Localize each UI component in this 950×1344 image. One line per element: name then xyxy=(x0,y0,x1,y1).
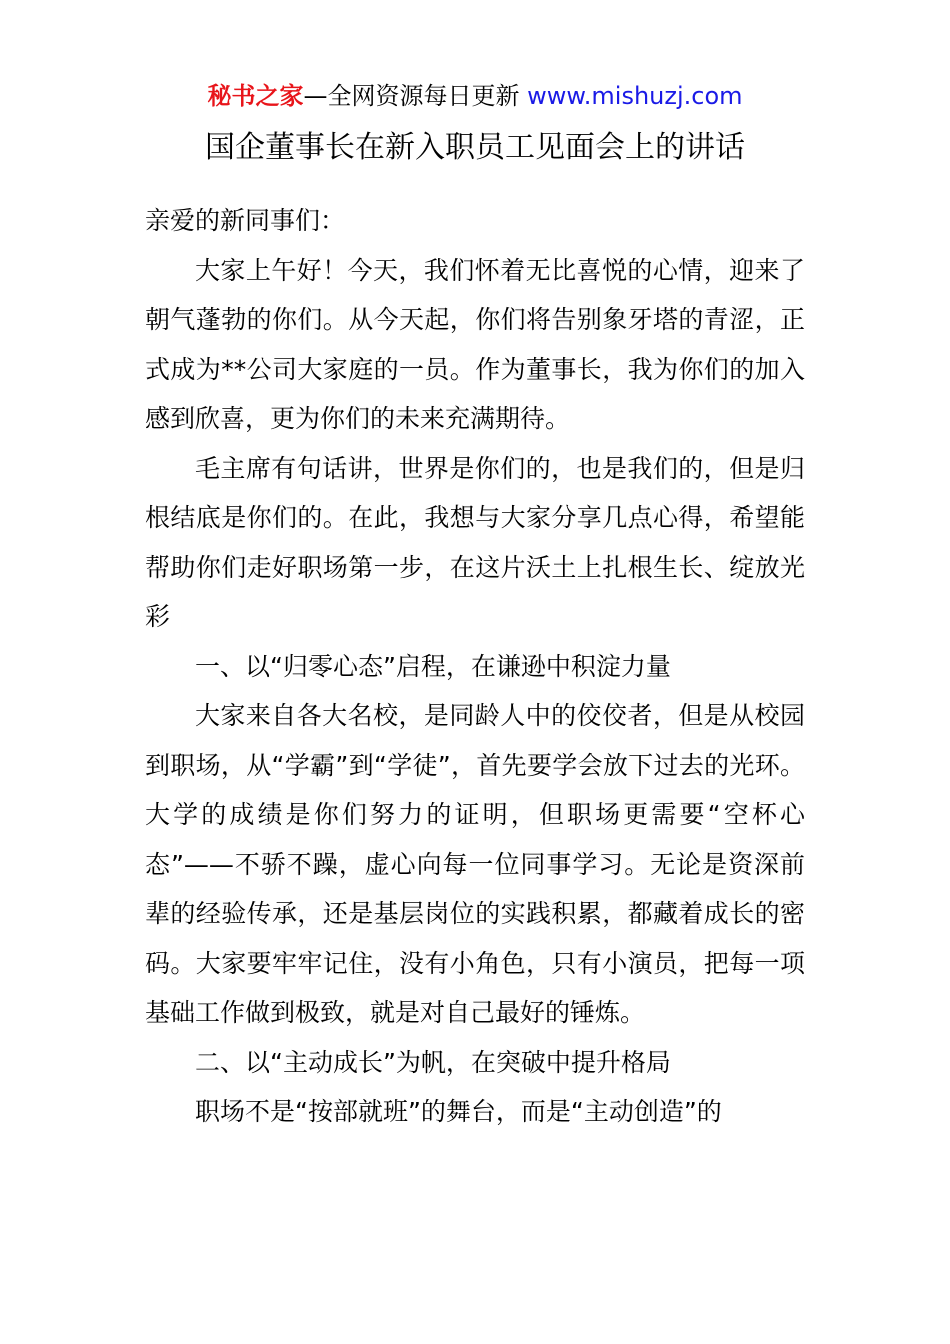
document-title: 国企董事长在新入职员工见面会上的讲话 xyxy=(205,130,745,165)
section-heading-2: 二、以“主动成长”为帆，在突破中提升格局 xyxy=(195,1047,671,1077)
document-body xyxy=(145,196,805,1137)
paragraph-section-2: 职场不是“按部就班”的舞台，而是“主动创造”的 xyxy=(195,1097,722,1126)
site-tagline: —全网资源每日更新 xyxy=(303,82,520,110)
paragraph-quote: 毛主席有句话讲，世界是你们的，也是我们的，但是归根结底是你们的。在此，我想与大家分享几点心得，希望能帮助你们走好职场第一步，在这片沃土上扎根生长、绽放光彩 xyxy=(145,453,805,631)
salutation: 亲爱的新同事们： xyxy=(145,206,346,235)
section-heading-1: 一、以“归零心态”启程，在谦逊中积淀力量 xyxy=(195,651,671,681)
paragraph-opening: 大家上午好！今天，我们怀着无比喜悦的心情，迎来了朝气蓬勃的你们。从今天起，你们将告别象牙塔的青涩，正式成为**公司大家庭的一员。作为董事长，我为你们的加入感到欣喜，更为你们的未来充满期待。 xyxy=(145,255,805,433)
brand-name: 秘书之家 xyxy=(207,82,304,110)
site-url-link[interactable]: www.mishuzj.com xyxy=(527,82,743,110)
paragraph-section-1: 大家来自各大名校，是同龄人中的佼佼者，但是从校园到职场，从“学霸”到“学徒”，首先要学会放下过去的光环。大学的成绩是你们努力的证明，但职场更需要“空杯心态”——不骄不躁，虚心向每一位同事学习。无论是资深前辈的经验传承，还是基层岗位的实践积累，都藏着成长的密码。大家要牢牢记住，没有小角色，只有小演员，把每一项基础工作做到极致，就是对自己最好的锤炼。 xyxy=(145,701,805,1027)
site-header xyxy=(0,80,950,112)
